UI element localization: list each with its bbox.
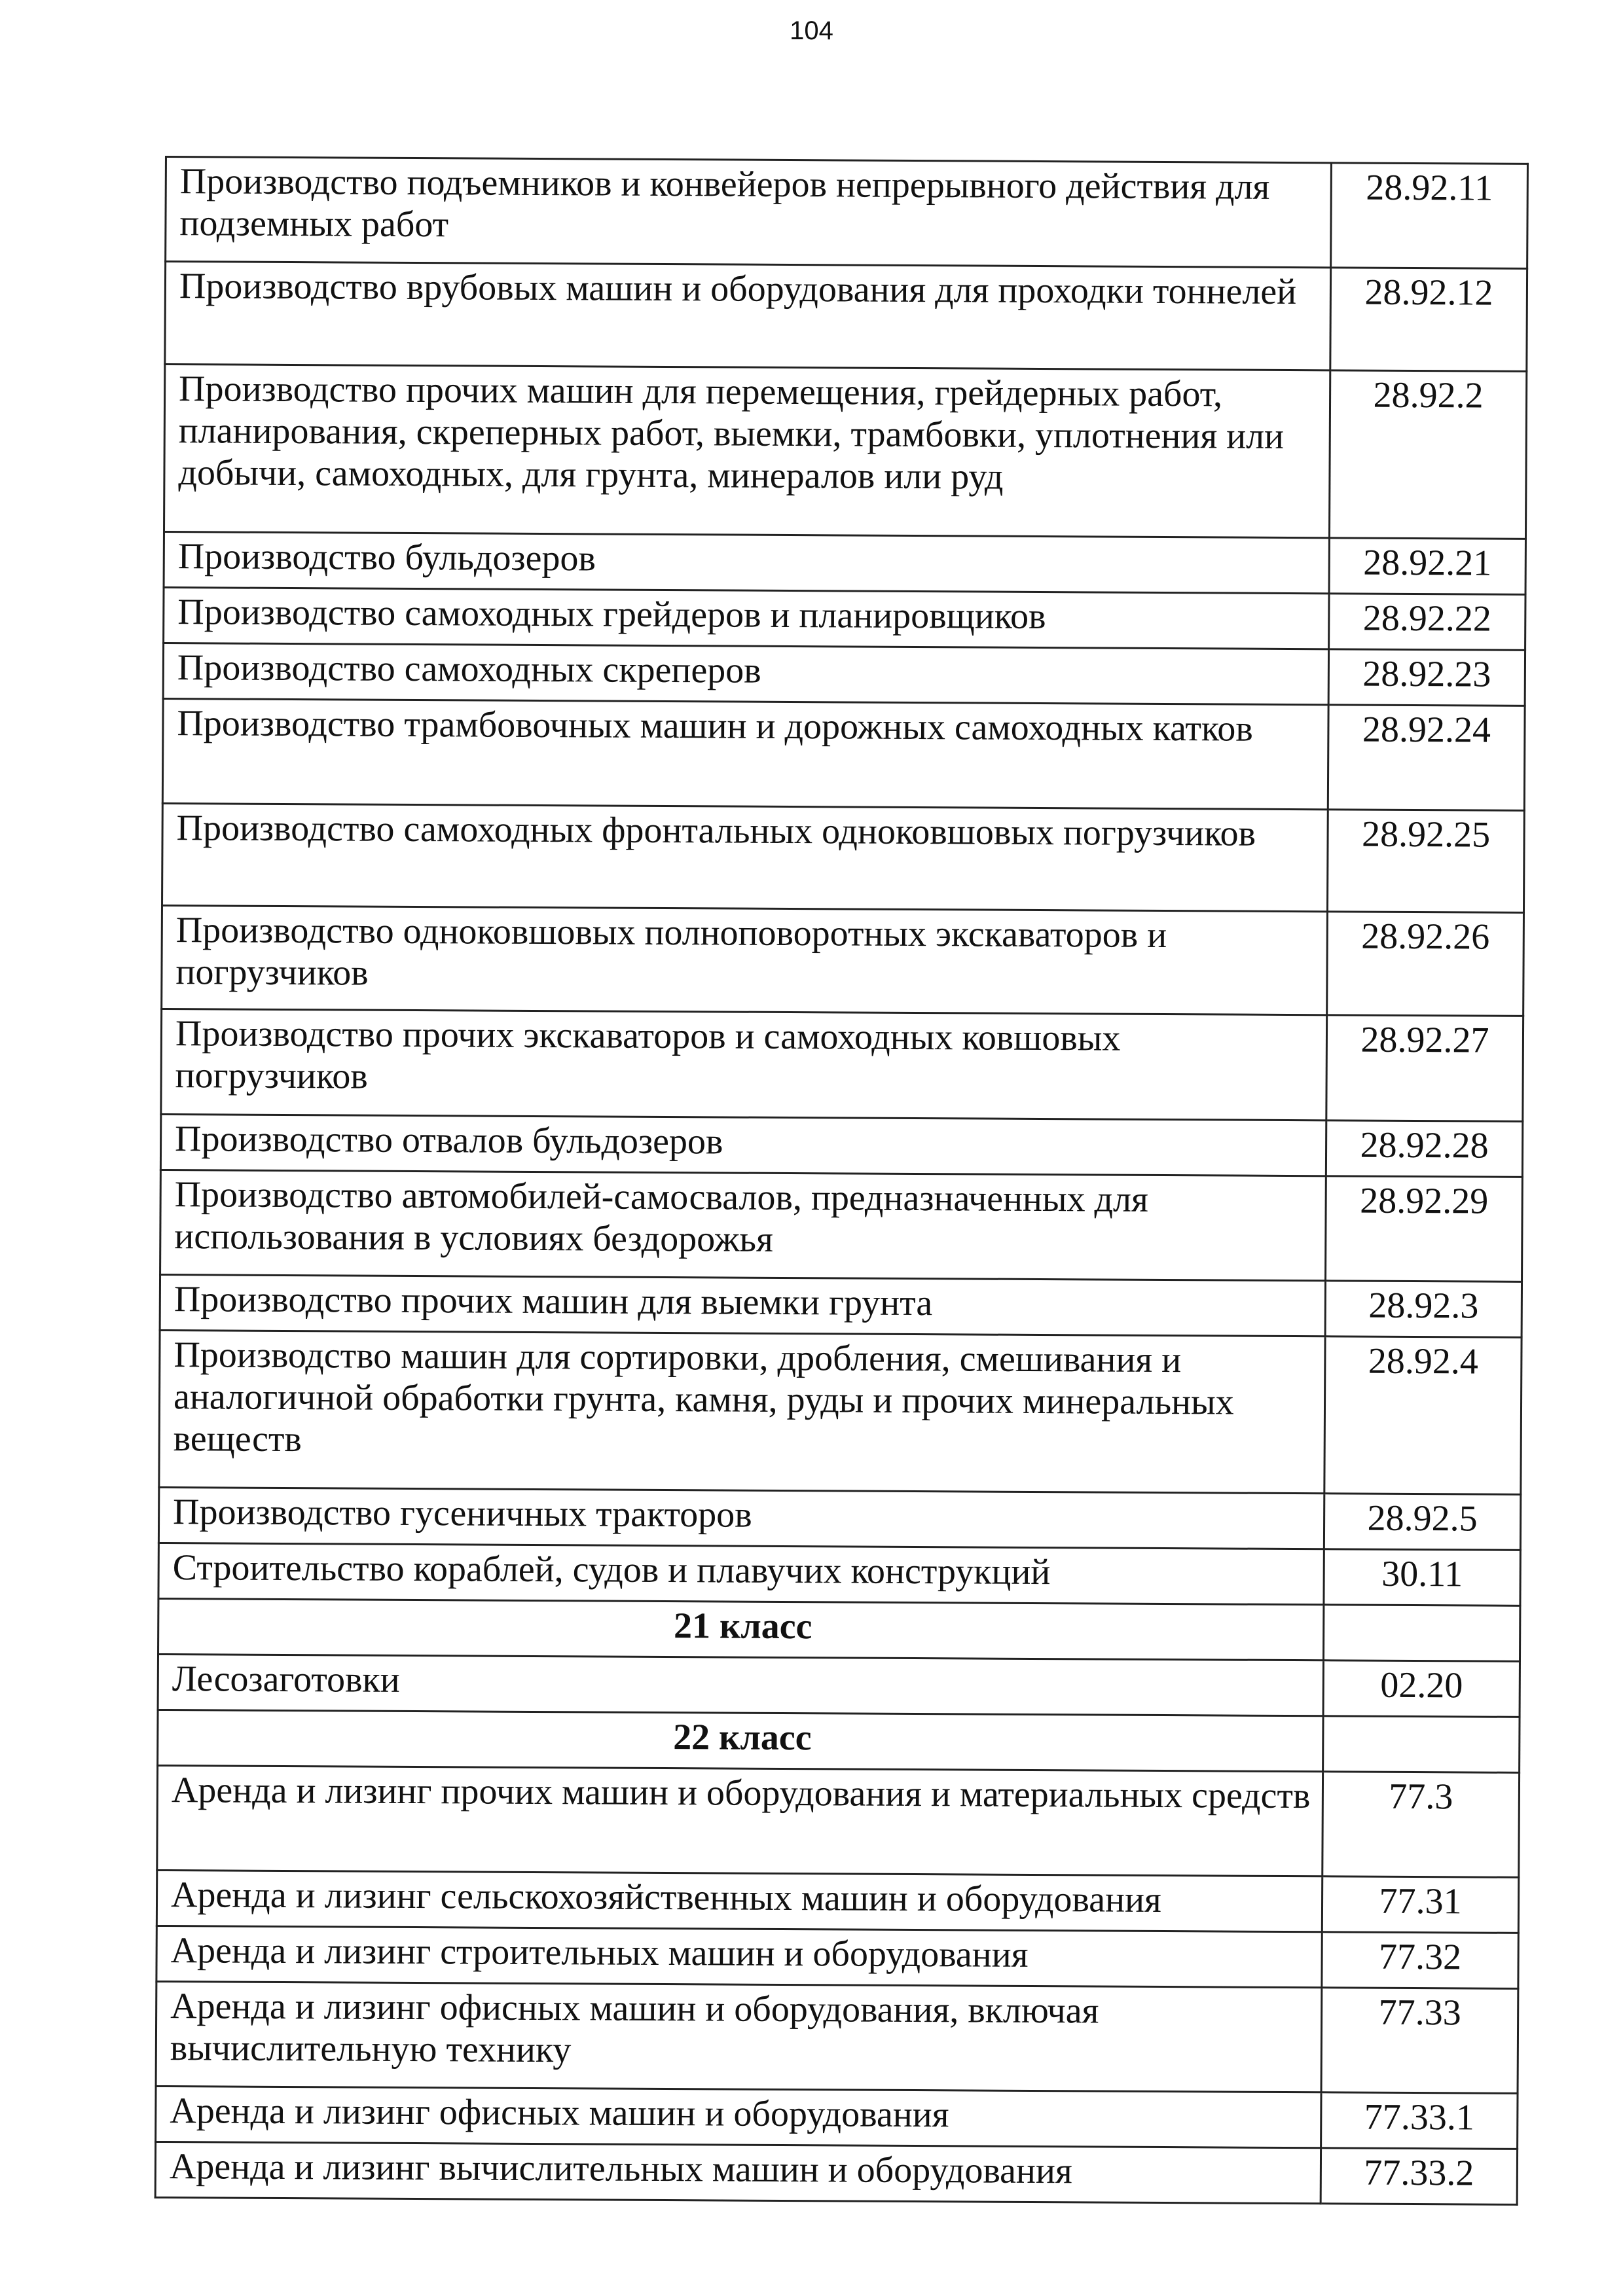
activity-name: Производство одноковшовых полноповоротных экскаваторов и погрузчиков [162,905,1328,1014]
table-row [156,1870,1518,1933]
activity-code: 28.92.22 [1329,594,1525,651]
class-title: 21 класс [158,1598,1324,1660]
activity-name: Аренда и лизинг строительных машин и оборудования [156,1926,1322,1987]
activity-name: Аренда и лизинг вычислительных машин и оборудования [155,2142,1321,2203]
table-row [164,365,1526,539]
activity-code: 28.92.29 [1326,1176,1523,1282]
table-body [155,157,1527,2205]
activity-name: Аренда и лизинг офисных машин и оборудования, включая вычислительную технику [156,1981,1322,2092]
activity-code: 28.92.23 [1328,649,1525,706]
table-row [162,698,1525,810]
page-number: 104 [790,16,833,45]
activity-code: 28.92.27 [1326,1015,1523,1122]
table-row [156,1926,1518,1988]
activity-code: 77.32 [1322,1932,1518,1989]
activity-code: 28.92.12 [1330,268,1527,372]
activity-code: 77.33 [1321,1988,1518,2094]
table-row [160,1274,1522,1337]
activity-name: Аренда и лизинг сельскохозяйственных машин и оборудования [156,1870,1322,1931]
activity-code: 28.92.21 [1329,538,1525,595]
activity-name: Производство гусеничных тракторов [158,1487,1324,1549]
table-row [162,803,1525,912]
activity-name: Производство отвалов бульдозеров [160,1114,1326,1175]
activity-name: Аренда и лизинг прочих машин и оборудования и материальных средств [157,1765,1323,1876]
activity-name: Производство врубовых машин и оборудования для проходки тоннелей [165,262,1331,370]
activity-name: Производство самоходных фронтальных одноковшовых погрузчиков [162,803,1328,911]
activity-name: Производство прочих машин для перемещения, грейдерных работ, планирования, скреперных работ, выемки, трамбовки, уплотнения или добычи, самоходных, для грунта, минералов или руд [164,365,1330,538]
table-row [156,1981,1518,2093]
table-row [161,1009,1523,1121]
activity-code: 28.92.3 [1325,1281,1522,1338]
table-row [160,1170,1523,1282]
activity-code: 02.20 [1323,1660,1520,1717]
class-header-row [158,1710,1520,1772]
table-row [160,1114,1522,1177]
activity-name: Производство самоходных грейдеров и планировщиков [164,587,1329,649]
activity-name: Производство автомобилей-самосвалов, предназначенных для использования в условиях бездорожья [160,1170,1326,1280]
activity-code: 28.92.2 [1329,370,1526,539]
table-row [157,1765,1520,1877]
activity-code [1323,1605,1520,1662]
class-title: 22 класс [158,1710,1323,1771]
table-row [155,2142,1517,2204]
table-row [158,1543,1520,1605]
table-row [164,587,1525,650]
activity-name: Строительство кораблей, судов и плавучих конструкций [158,1543,1324,1604]
activity-name: Производство машин для сортировки, дробления, смешивания и аналогичной обработки грунта, камня, руды и прочих минеральных веществ [159,1330,1325,1493]
table-row [163,643,1525,706]
activity-name: Производство трамбовочных машин и дорожных самоходных катков [162,698,1328,809]
activity-code: 28.92.5 [1324,1494,1520,1551]
activity-code: 30.11 [1324,1549,1520,1606]
activity-name: Производство подъемников и конвейеров непрерывного действия для подземных работ [166,157,1332,268]
table-row [158,1654,1520,1717]
table-row [156,2086,1518,2149]
class-header-row [158,1598,1520,1661]
activity-code: 28.92.11 [1331,163,1528,269]
activity-name: Производство прочих экскаваторов и самоходных ковшовых погрузчиков [161,1009,1327,1120]
activity-name: Производство самоходных скреперов [163,643,1328,704]
activity-code: 28.92.4 [1324,1336,1522,1495]
table-row [164,532,1525,595]
activity-code: 28.92.25 [1327,810,1524,913]
table-row [165,262,1527,372]
activity-code: 77.31 [1322,1876,1518,1933]
activity-code [1323,1716,1520,1773]
activity-name: Производство прочих машин для выемки грунта [160,1274,1325,1336]
table-row [166,157,1528,269]
activity-code: 77.33.1 [1321,2092,1518,2149]
activity-code: 28.92.24 [1328,705,1525,811]
activity-name: Производство бульдозеров [164,532,1329,594]
activity-name: Аренда и лизинг офисных машин и оборудования [156,2086,1321,2147]
table-row [159,1330,1522,1494]
table-row [162,905,1524,1016]
activity-classifier-table [155,156,1529,2206]
activity-code: 77.33.2 [1321,2148,1517,2205]
activity-code: 77.3 [1322,1772,1520,1878]
activity-code: 28.92.28 [1326,1121,1522,1177]
activity-name: Лесозаготовки [158,1654,1323,1715]
activity-code: 28.92.26 [1327,912,1524,1016]
table-row [158,1487,1520,1550]
